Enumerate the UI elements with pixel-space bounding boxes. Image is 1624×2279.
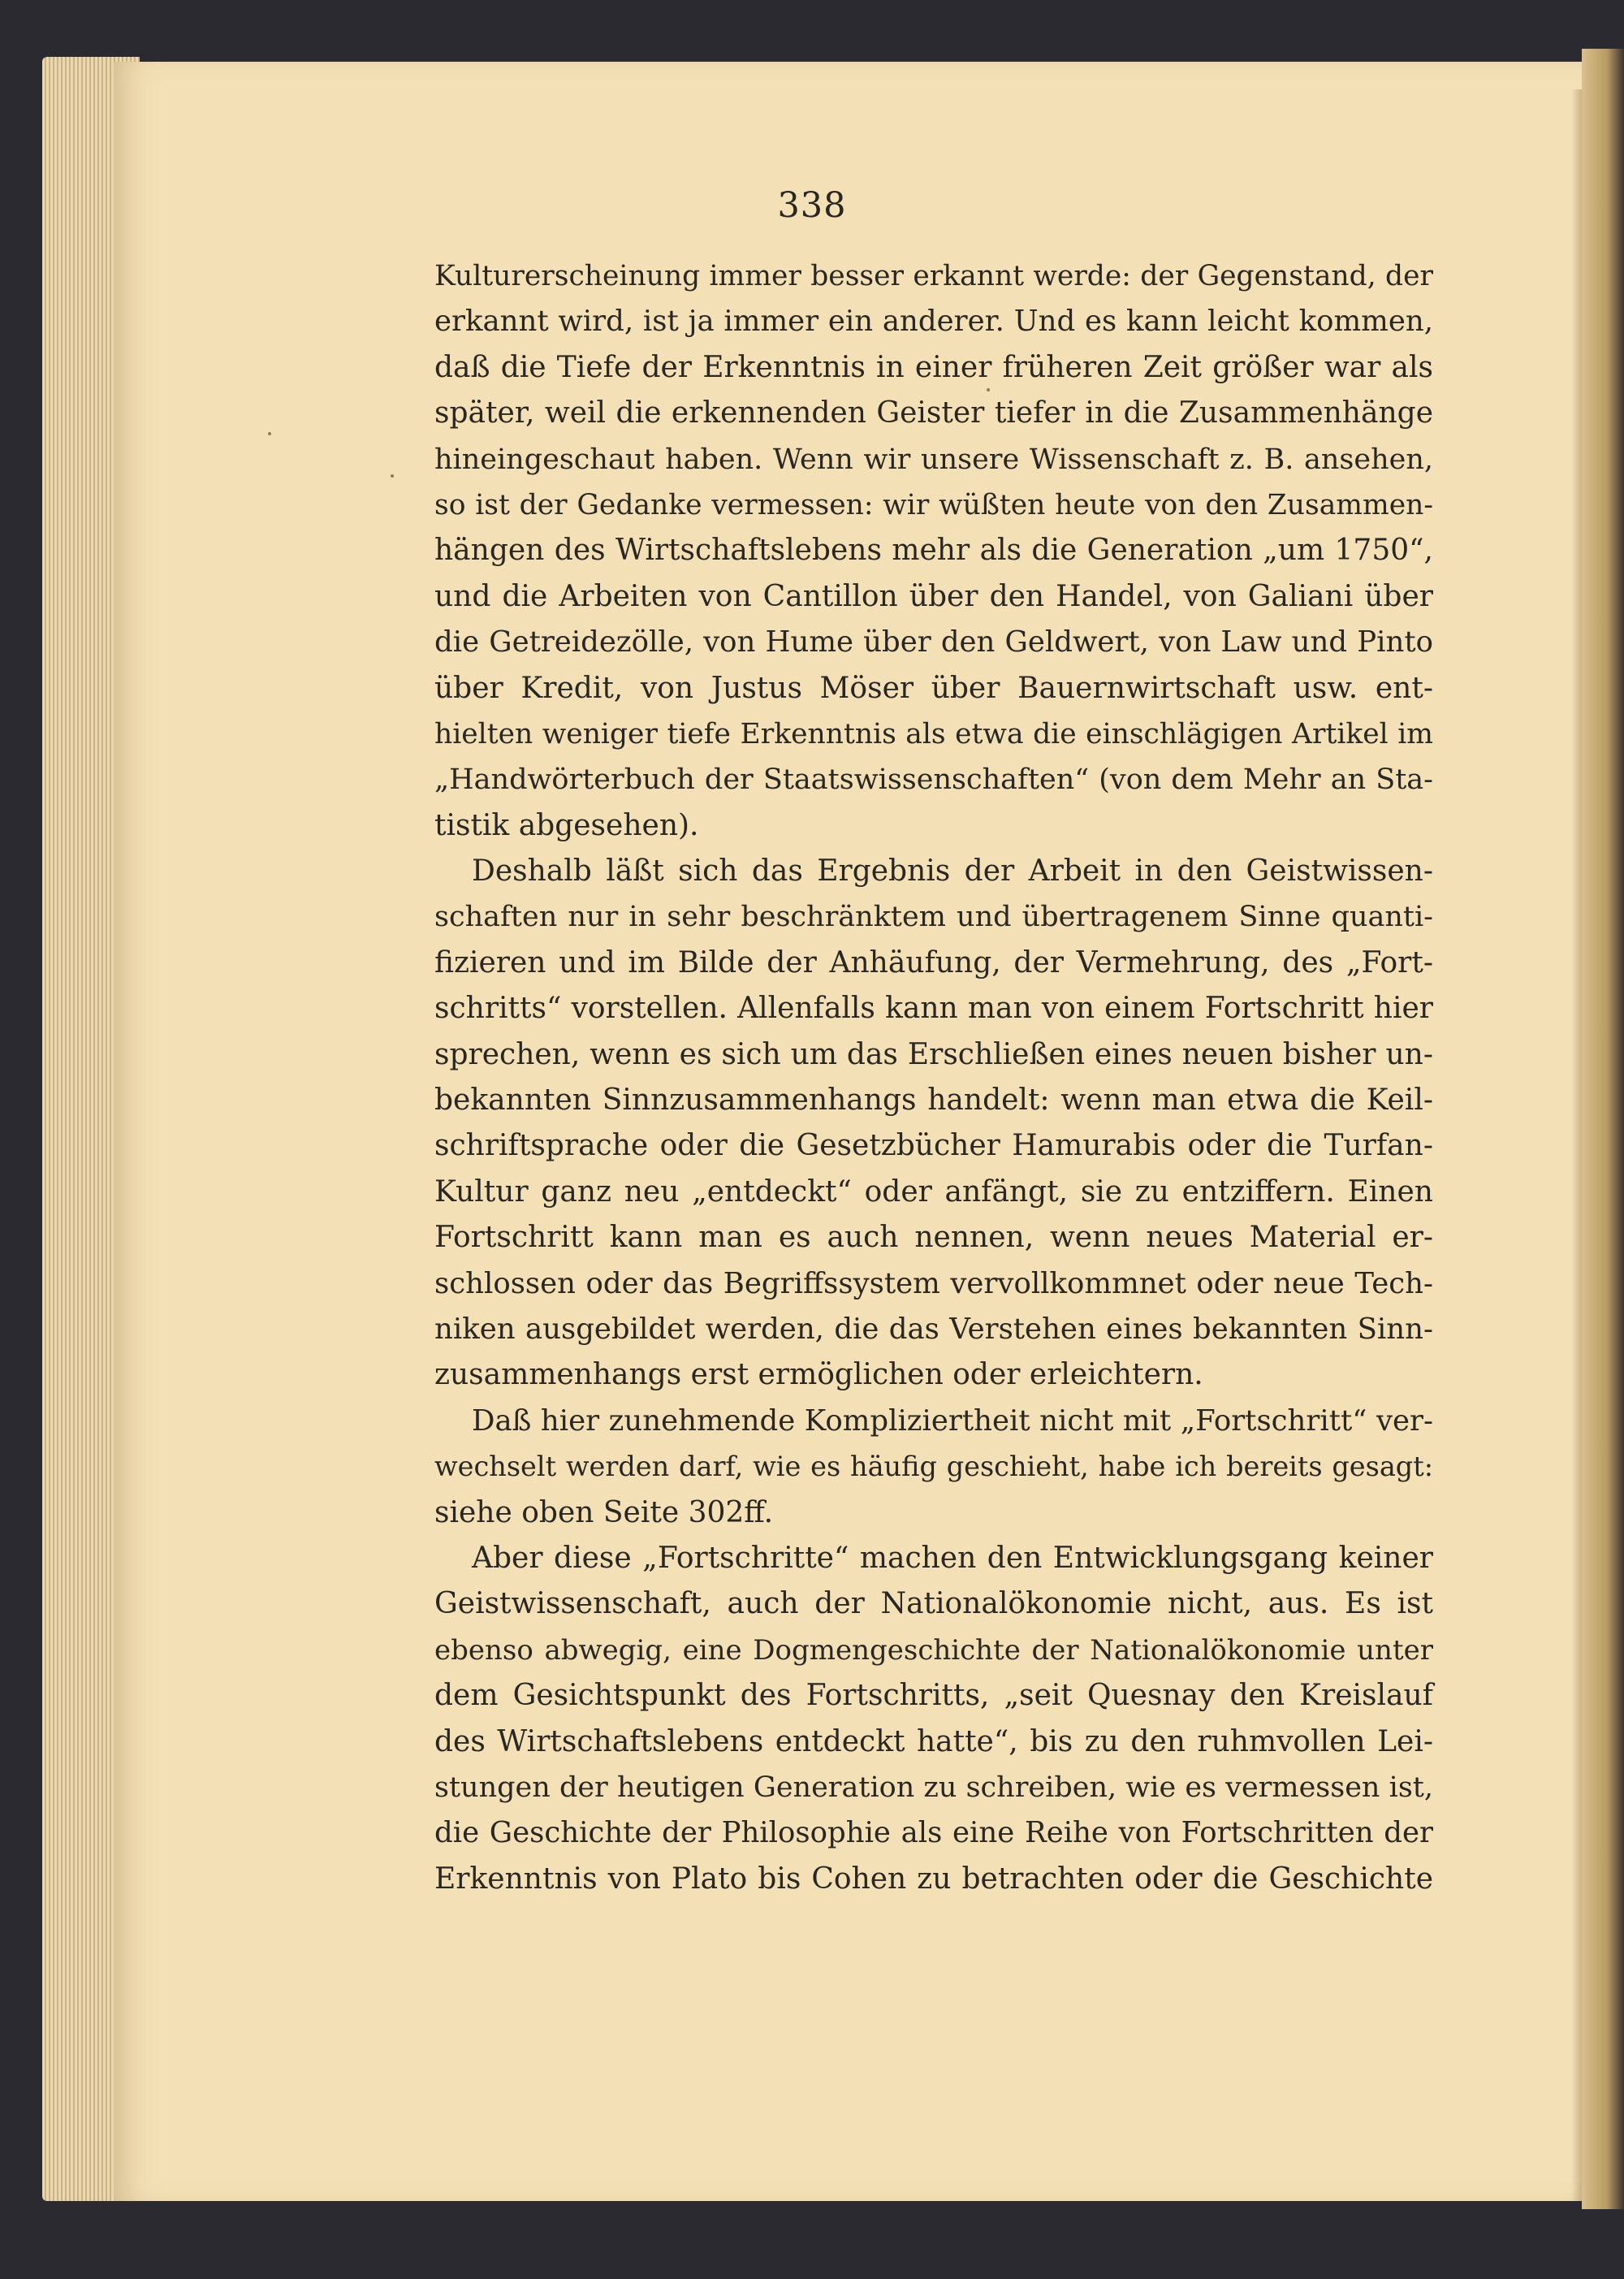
text-line: tistik abgesehen). xyxy=(434,808,699,842)
paper-speck xyxy=(391,474,394,478)
text-line: Erkenntnis von Plato bis Cohen zu betrachten oder die Geschichte xyxy=(434,1862,1433,1896)
text-line: zusammenhangs erst ermöglichen oder erleichtern. xyxy=(434,1358,1203,1392)
text-line: niken ausgebildet werden, die das Verstehen eines bekannten Sinn- xyxy=(434,1312,1433,1346)
text-line: schlossen oder das Begriffssystem vervollkommnet oder neue Tech- xyxy=(434,1266,1433,1300)
text-line: schriftsprache oder die Gesetzbücher Hamurabis oder die Turfan- xyxy=(434,1129,1433,1163)
text-line: über Kredit, von Justus Möser über Bauernwirtschaft usw. ent- xyxy=(434,671,1433,705)
facing-page-edge xyxy=(1582,49,1624,2209)
text-line: Kulturerscheinung immer besser erkannt werde: der Gegenstand, der xyxy=(434,260,1433,292)
text-line: des Wirtschaftslebens entdeckt hatte“, bis zu den ruhmvollen Lei- xyxy=(434,1724,1433,1758)
text-line: Fortschritt kann man es auch nennen, wenn neues Material er- xyxy=(434,1221,1433,1255)
text-line: Kultur ganz neu „entdeckt“ oder anfängt, sie zu entziffern. Einen xyxy=(434,1174,1433,1209)
text-line: bekannten Sinnzusammenhangs handelt: wenn man etwa die Keil- xyxy=(434,1083,1433,1118)
paper-speck xyxy=(268,432,271,435)
text-line: ebenso abwegig, eine Dogmengeschichte der Nationalökonomie unter xyxy=(434,1633,1433,1667)
text-line: wechselt werden darf, wie es häufig geschieht, habe ich bereits gesagt: xyxy=(434,1451,1433,1483)
text-line: Aber diese „Fortschritte“ machen den Entwicklungsgang keiner xyxy=(472,1541,1433,1575)
text-line: Deshalb läßt sich das Ergebnis der Arbeit in den Geistwissen- xyxy=(472,854,1433,889)
text-line: erkannt wird, ist ja immer ein anderer. Und es kann leicht kommen, xyxy=(434,305,1433,339)
text-line: schaften nur in sehr beschränktem und übertragenem Sinne quanti- xyxy=(434,901,1433,934)
text-line: so ist der Gedanke vermessen: wir wüßten heute von den Zusammen- xyxy=(434,488,1433,521)
text-line: hineingeschaut haben. Wenn wir unsere Wissenschaft z. B. ansehen, xyxy=(434,443,1433,476)
text-line: später, weil die erkennenden Geister tiefer in die Zusammenhänge xyxy=(434,396,1433,430)
text-line: hielten weniger tiefe Erkenntnis als etwa die einschlägigen Artikel im xyxy=(434,717,1433,750)
text-line: Daß hier zunehmende Kompliziertheit nicht mit „Fortschritt“ ver- xyxy=(472,1403,1433,1438)
text-line: die Geschichte der Philosophie als eine Reihe von Fortschritten der xyxy=(434,1816,1433,1850)
body-text xyxy=(434,253,1433,1902)
text-line: schritts“ vorstellen. Allenfalls kann man von einem Fortschritt hier xyxy=(434,992,1433,1026)
text-line: daß die Tiefe der Erkenntnis in einer früheren Zeit größer war als xyxy=(434,350,1433,384)
page-gutter-shadow xyxy=(1571,89,1583,2201)
text-line: und die Arbeiten von Cantillon über den Handel, von Galiani über xyxy=(434,579,1433,613)
text-line: „Handwörterbuch der Staatswissenschaften“ (von dem Mehr an Sta- xyxy=(434,763,1433,797)
text-line: stungen der heutigen Generation zu schreiben, wie es vermessen ist, xyxy=(434,1771,1433,1804)
text-line: die Getreidezölle, von Hume über den Geldwert, von Law und Pinto xyxy=(434,625,1433,659)
text-line: hängen des Wirtschaftslebens mehr als die Generation „um 1750“, xyxy=(434,534,1433,568)
text-line: Geistwissenschaft, auch der Nationalökonomie nicht, aus. Es ist xyxy=(434,1587,1433,1621)
text-line: sprechen, wenn es sich um das Erschließen eines neuen bisher un- xyxy=(434,1037,1433,1071)
text-line: fizieren und im Bilde der Anhäufung, der Vermehrung, des „Fort- xyxy=(434,945,1433,979)
text-line: siehe oben Seite 302ff. xyxy=(434,1495,774,1529)
page-number: 338 xyxy=(777,185,847,226)
text-line: dem Gesichtspunkt des Fortschritts, „seit Quesnay den Kreislauf xyxy=(434,1679,1433,1713)
